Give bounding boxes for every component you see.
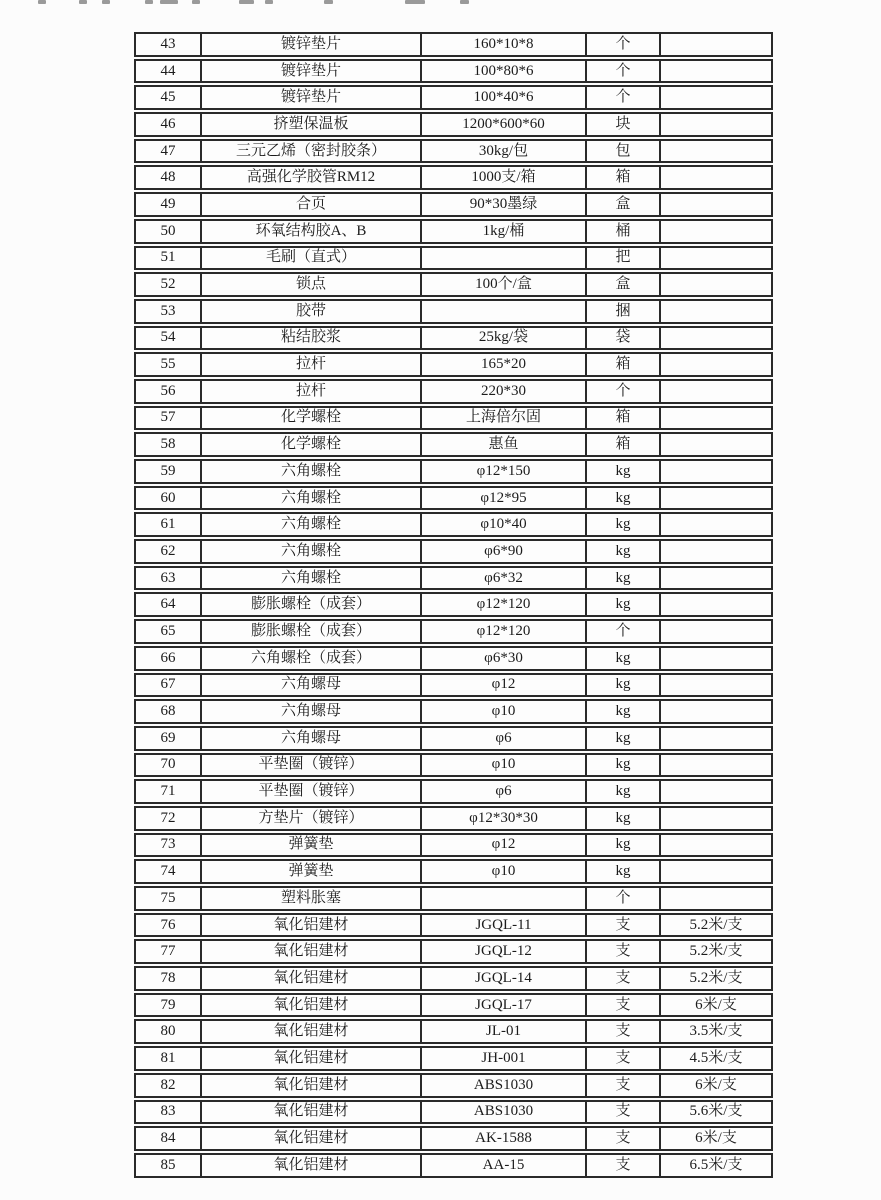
cell-material-name: 氧化铝建材 <box>202 939 422 964</box>
cell-remark: 5.6米/支 <box>661 1100 773 1125</box>
cell-remark <box>661 779 773 804</box>
cell-row-number: 56 <box>134 379 202 404</box>
cell-row-number: 60 <box>134 486 202 511</box>
cell-material-name: 氧化铝建材 <box>202 1019 422 1044</box>
cell-remark <box>661 592 773 617</box>
cell-unit: 袋 <box>587 326 661 351</box>
cell-unit: kg <box>587 779 661 804</box>
cell-material-name: 化学螺栓 <box>202 432 422 457</box>
cell-remark <box>661 406 773 431</box>
cell-specification: 1kg/桶 <box>422 219 587 244</box>
cell-row-number: 75 <box>134 886 202 911</box>
cell-row-number: 65 <box>134 619 202 644</box>
cell-material-name: 胶带 <box>202 299 422 324</box>
cell-remark <box>661 272 773 297</box>
cell-material-name: 粘结胶浆 <box>202 326 422 351</box>
table-row <box>134 913 773 938</box>
cell-row-number: 47 <box>134 139 202 164</box>
cell-specification: φ12*120 <box>422 592 587 617</box>
cell-material-name: 塑料胀塞 <box>202 886 422 911</box>
table-row <box>134 1073 773 1098</box>
cell-row-number: 69 <box>134 726 202 751</box>
cell-material-name: 氧化铝建材 <box>202 1153 422 1178</box>
cell-unit: 箱 <box>587 352 661 377</box>
cell-unit: 桶 <box>587 219 661 244</box>
cell-remark <box>661 139 773 164</box>
table-row <box>134 833 773 858</box>
cell-unit: 个 <box>587 59 661 84</box>
cell-remark: 6.5米/支 <box>661 1153 773 1178</box>
table-row <box>134 246 773 271</box>
cell-unit: kg <box>587 646 661 671</box>
cell-unit: kg <box>587 486 661 511</box>
cell-row-number: 78 <box>134 966 202 991</box>
cell-material-name: 高强化学胶管RM12 <box>202 165 422 190</box>
cell-specification <box>422 886 587 911</box>
cell-unit: 个 <box>587 619 661 644</box>
table-row <box>134 1126 773 1151</box>
cell-specification: ABS1030 <box>422 1100 587 1125</box>
table-row <box>134 326 773 351</box>
cell-unit: 支 <box>587 993 661 1018</box>
cell-row-number: 77 <box>134 939 202 964</box>
cell-specification: φ6*32 <box>422 566 587 591</box>
table-row <box>134 646 773 671</box>
cell-specification <box>422 299 587 324</box>
scan-artifact <box>324 0 333 4</box>
table-row <box>134 699 773 724</box>
cell-row-number: 85 <box>134 1153 202 1178</box>
cell-unit: 个 <box>587 886 661 911</box>
cell-unit: 个 <box>587 85 661 110</box>
cell-material-name: 氧化铝建材 <box>202 1100 422 1125</box>
cell-material-name: 方垫片（镀锌） <box>202 806 422 831</box>
table-row <box>134 779 773 804</box>
table-row <box>134 1019 773 1044</box>
cell-remark <box>661 726 773 751</box>
cell-specification: ABS1030 <box>422 1073 587 1098</box>
cell-unit: kg <box>587 459 661 484</box>
cell-material-name: 六角螺栓 <box>202 459 422 484</box>
cell-material-name: 六角螺母 <box>202 673 422 698</box>
cell-unit: 把 <box>587 246 661 271</box>
cell-unit: 箱 <box>587 432 661 457</box>
cell-specification: 1200*600*60 <box>422 112 587 137</box>
cell-row-number: 55 <box>134 352 202 377</box>
cell-material-name: 镀锌垫片 <box>202 32 422 57</box>
cell-remark <box>661 299 773 324</box>
cell-remark <box>661 699 773 724</box>
cell-unit: 块 <box>587 112 661 137</box>
table-row <box>134 966 773 991</box>
table-row <box>134 886 773 911</box>
cell-remark: 5.2米/支 <box>661 939 773 964</box>
scan-artifact <box>460 0 469 4</box>
cell-material-name: 合页 <box>202 192 422 217</box>
cell-specification: φ12*95 <box>422 486 587 511</box>
cell-unit: 支 <box>587 939 661 964</box>
cell-remark: 6米/支 <box>661 1126 773 1151</box>
cell-row-number: 46 <box>134 112 202 137</box>
cell-row-number: 64 <box>134 592 202 617</box>
cell-specification: JH-001 <box>422 1046 587 1071</box>
cell-remark <box>661 512 773 537</box>
cell-material-name: 六角螺栓 <box>202 512 422 537</box>
cell-specification: 100*80*6 <box>422 59 587 84</box>
cell-material-name: 三元乙烯（密封胶条） <box>202 139 422 164</box>
cell-specification: JGQL-14 <box>422 966 587 991</box>
cell-unit: 捆 <box>587 299 661 324</box>
cell-row-number: 71 <box>134 779 202 804</box>
cell-unit: 支 <box>587 1126 661 1151</box>
cell-row-number: 80 <box>134 1019 202 1044</box>
cell-remark <box>661 59 773 84</box>
cell-unit: 支 <box>587 966 661 991</box>
cell-specification: φ10 <box>422 859 587 884</box>
cell-unit: 盒 <box>587 192 661 217</box>
cell-material-name: 六角螺母 <box>202 726 422 751</box>
cell-unit: kg <box>587 592 661 617</box>
cell-row-number: 54 <box>134 326 202 351</box>
cell-specification: φ10*40 <box>422 512 587 537</box>
cell-remark <box>661 165 773 190</box>
cell-row-number: 66 <box>134 646 202 671</box>
scan-artifact <box>102 0 110 4</box>
cell-specification: 100个/盒 <box>422 272 587 297</box>
cell-row-number: 72 <box>134 806 202 831</box>
cell-row-number: 53 <box>134 299 202 324</box>
cell-unit: 支 <box>587 1019 661 1044</box>
cell-unit: kg <box>587 512 661 537</box>
materials-table-body <box>134 32 773 1178</box>
cell-material-name: 环氧结构胶A、B <box>202 219 422 244</box>
cell-row-number: 62 <box>134 539 202 564</box>
cell-unit: 个 <box>587 379 661 404</box>
cell-row-number: 44 <box>134 59 202 84</box>
table-row <box>134 112 773 137</box>
cell-remark <box>661 886 773 911</box>
cell-material-name: 化学螺栓 <box>202 406 422 431</box>
table-row <box>134 726 773 751</box>
cell-unit: 支 <box>587 1153 661 1178</box>
cell-remark <box>661 85 773 110</box>
cell-material-name: 拉杆 <box>202 352 422 377</box>
cell-row-number: 73 <box>134 833 202 858</box>
cell-specification: 100*40*6 <box>422 85 587 110</box>
cell-specification: φ12*120 <box>422 619 587 644</box>
scan-artifact <box>145 0 153 4</box>
cell-remark <box>661 673 773 698</box>
scan-artifact <box>265 0 273 4</box>
cell-remark <box>661 646 773 671</box>
cell-row-number: 58 <box>134 432 202 457</box>
table-row <box>134 272 773 297</box>
cell-row-number: 83 <box>134 1100 202 1125</box>
cell-material-name: 膨胀螺栓（成套） <box>202 592 422 617</box>
scan-artifact <box>239 0 254 4</box>
cell-specification: JGQL-12 <box>422 939 587 964</box>
table-row <box>134 459 773 484</box>
cell-material-name: 锁点 <box>202 272 422 297</box>
cell-specification: φ6 <box>422 779 587 804</box>
table-row <box>134 1100 773 1125</box>
table-row <box>134 486 773 511</box>
cell-remark <box>661 833 773 858</box>
cell-unit: 支 <box>587 1046 661 1071</box>
cell-specification: φ6 <box>422 726 587 751</box>
cell-specification: AA-15 <box>422 1153 587 1178</box>
cell-row-number: 76 <box>134 913 202 938</box>
cell-remark <box>661 379 773 404</box>
cell-unit: kg <box>587 699 661 724</box>
cell-material-name: 平垫圈（镀锌） <box>202 779 422 804</box>
cell-remark <box>661 619 773 644</box>
cell-remark <box>661 32 773 57</box>
cell-material-name: 氧化铝建材 <box>202 913 422 938</box>
cell-specification: φ10 <box>422 753 587 778</box>
cell-row-number: 63 <box>134 566 202 591</box>
cell-remark: 3.5米/支 <box>661 1019 773 1044</box>
cell-specification: JL-01 <box>422 1019 587 1044</box>
cell-material-name: 六角螺栓（成套） <box>202 646 422 671</box>
cell-specification: AK-1588 <box>422 1126 587 1151</box>
table-row <box>134 406 773 431</box>
cell-unit: 包 <box>587 139 661 164</box>
cell-unit: kg <box>587 859 661 884</box>
scan-artifact <box>405 0 425 4</box>
table-row <box>134 139 773 164</box>
cell-specification <box>422 246 587 271</box>
cell-specification: 160*10*8 <box>422 32 587 57</box>
cell-remark <box>661 486 773 511</box>
cell-remark <box>661 806 773 831</box>
cell-specification: 30kg/包 <box>422 139 587 164</box>
cell-specification: 25kg/袋 <box>422 326 587 351</box>
cell-specification: φ6*90 <box>422 539 587 564</box>
table-row <box>134 566 773 591</box>
cell-row-number: 50 <box>134 219 202 244</box>
table-row <box>134 539 773 564</box>
cell-material-name: 弹簧垫 <box>202 859 422 884</box>
cell-material-name: 六角螺母 <box>202 699 422 724</box>
table-row <box>134 592 773 617</box>
cell-material-name: 氧化铝建材 <box>202 993 422 1018</box>
cell-specification: 220*30 <box>422 379 587 404</box>
table-row <box>134 673 773 698</box>
cell-remark <box>661 192 773 217</box>
cell-material-name: 弹簧垫 <box>202 833 422 858</box>
cell-specification: JGQL-11 <box>422 913 587 938</box>
cell-material-name: 毛刷（直式） <box>202 246 422 271</box>
scan-artifact <box>38 0 46 4</box>
table-row <box>134 32 773 57</box>
cell-row-number: 81 <box>134 1046 202 1071</box>
table-row <box>134 352 773 377</box>
table-row <box>134 859 773 884</box>
cell-material-name: 平垫圈（镀锌） <box>202 753 422 778</box>
cell-specification: φ6*30 <box>422 646 587 671</box>
cell-material-name: 氧化铝建材 <box>202 1126 422 1151</box>
scan-artifact <box>79 0 87 4</box>
cell-row-number: 45 <box>134 85 202 110</box>
cell-material-name: 拉杆 <box>202 379 422 404</box>
cell-remark <box>661 859 773 884</box>
scan-artifact <box>160 0 178 4</box>
cell-row-number: 57 <box>134 406 202 431</box>
table-row <box>134 379 773 404</box>
cell-remark <box>661 432 773 457</box>
cell-unit: 支 <box>587 1073 661 1098</box>
table-row <box>134 753 773 778</box>
cell-unit: 盒 <box>587 272 661 297</box>
cell-specification: φ12*30*30 <box>422 806 587 831</box>
cell-unit: 箱 <box>587 406 661 431</box>
cell-unit: 个 <box>587 32 661 57</box>
cell-row-number: 49 <box>134 192 202 217</box>
cell-specification: φ12*150 <box>422 459 587 484</box>
cell-row-number: 74 <box>134 859 202 884</box>
cell-material-name: 镀锌垫片 <box>202 59 422 84</box>
cell-material-name: 氧化铝建材 <box>202 966 422 991</box>
cell-remark <box>661 352 773 377</box>
cell-unit: kg <box>587 726 661 751</box>
cell-remark: 5.2米/支 <box>661 913 773 938</box>
cell-row-number: 68 <box>134 699 202 724</box>
cell-specification: 上海倍尔固 <box>422 406 587 431</box>
cell-specification: 惠鱼 <box>422 432 587 457</box>
cell-remark <box>661 539 773 564</box>
cell-unit: kg <box>587 833 661 858</box>
table-row <box>134 165 773 190</box>
table-row <box>134 192 773 217</box>
cell-row-number: 79 <box>134 993 202 1018</box>
cell-material-name: 氧化铝建材 <box>202 1073 422 1098</box>
table-row <box>134 806 773 831</box>
table-row <box>134 432 773 457</box>
cell-remark <box>661 566 773 591</box>
cell-unit: 支 <box>587 1100 661 1125</box>
cell-remark <box>661 112 773 137</box>
scan-artifact <box>192 0 200 4</box>
cell-specification: 90*30墨绿 <box>422 192 587 217</box>
cell-row-number: 48 <box>134 165 202 190</box>
cell-unit: kg <box>587 566 661 591</box>
cell-specification: φ12 <box>422 833 587 858</box>
cell-row-number: 67 <box>134 673 202 698</box>
cell-row-number: 43 <box>134 32 202 57</box>
table-row <box>134 1153 773 1178</box>
table-row <box>134 939 773 964</box>
materials-table <box>134 30 773 1180</box>
cell-row-number: 84 <box>134 1126 202 1151</box>
cell-material-name: 六角螺栓 <box>202 486 422 511</box>
cell-row-number: 59 <box>134 459 202 484</box>
cell-remark: 6米/支 <box>661 1073 773 1098</box>
cell-remark <box>661 753 773 778</box>
cell-remark <box>661 459 773 484</box>
cell-specification: φ12 <box>422 673 587 698</box>
cell-unit: 支 <box>587 913 661 938</box>
cell-material-name: 六角螺栓 <box>202 566 422 591</box>
cell-row-number: 70 <box>134 753 202 778</box>
cell-row-number: 51 <box>134 246 202 271</box>
cell-remark: 4.5米/支 <box>661 1046 773 1071</box>
table-row <box>134 299 773 324</box>
cell-remark <box>661 219 773 244</box>
cell-remark <box>661 246 773 271</box>
table-row <box>134 619 773 644</box>
cell-specification: 165*20 <box>422 352 587 377</box>
cell-material-name: 氧化铝建材 <box>202 1046 422 1071</box>
cell-row-number: 52 <box>134 272 202 297</box>
cell-material-name: 镀锌垫片 <box>202 85 422 110</box>
cell-material-name: 膨胀螺栓（成套） <box>202 619 422 644</box>
cell-material-name: 挤塑保温板 <box>202 112 422 137</box>
table-row <box>134 219 773 244</box>
table-row <box>134 1046 773 1071</box>
cell-unit: kg <box>587 539 661 564</box>
cell-unit: kg <box>587 806 661 831</box>
cell-row-number: 82 <box>134 1073 202 1098</box>
cell-remark: 5.2米/支 <box>661 966 773 991</box>
cell-remark <box>661 326 773 351</box>
cell-specification: 1000支/箱 <box>422 165 587 190</box>
table-row <box>134 993 773 1018</box>
cell-unit: kg <box>587 673 661 698</box>
table-row <box>134 512 773 537</box>
cell-remark: 6米/支 <box>661 993 773 1018</box>
cell-specification: JGQL-17 <box>422 993 587 1018</box>
table-row <box>134 85 773 110</box>
cell-specification: φ10 <box>422 699 587 724</box>
cell-material-name: 六角螺栓 <box>202 539 422 564</box>
cell-unit: kg <box>587 753 661 778</box>
table-row <box>134 59 773 84</box>
cell-unit: 箱 <box>587 165 661 190</box>
cell-row-number: 61 <box>134 512 202 537</box>
